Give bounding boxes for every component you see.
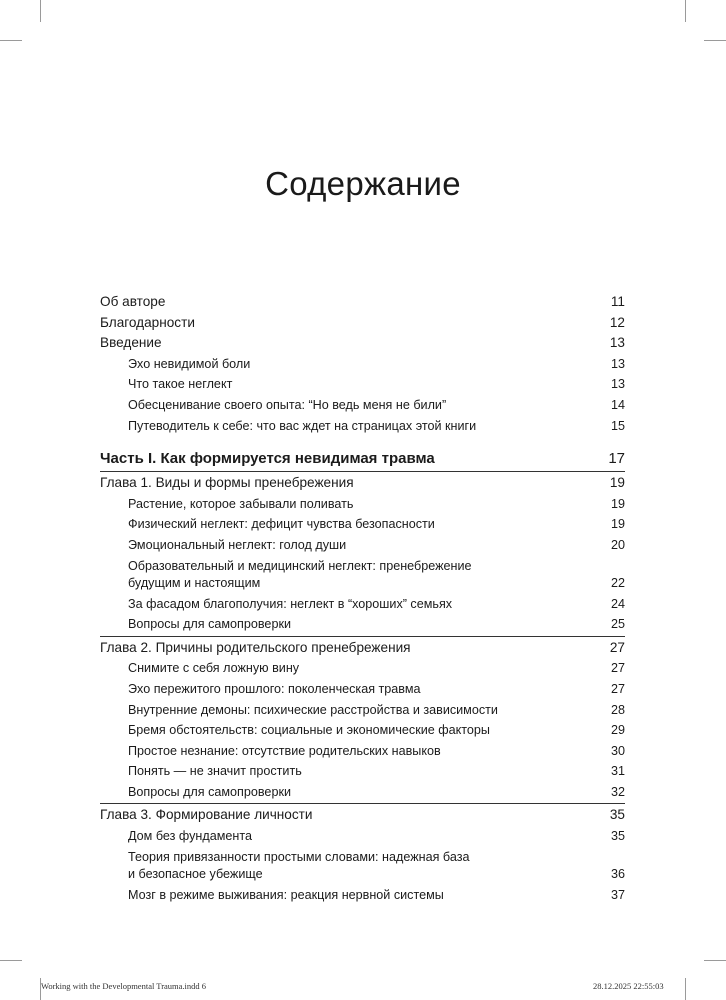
toc-entry-title: Внутренние демоны: психические расстройства и зависимости (128, 702, 498, 717)
divider (100, 803, 625, 804)
toc-entry-page: 24 (610, 596, 625, 611)
toc-entry-title: Понять — не значит простить (128, 764, 302, 779)
toc-entry-page: 19 (610, 496, 625, 511)
toc-part-title: Часть I. Как формируется невидимая травма (100, 450, 435, 468)
toc-entry-page: 27 (610, 661, 625, 676)
toc-chapter-1[interactable] (100, 473, 625, 494)
toc-subentry[interactable] (100, 720, 625, 741)
toc-entry-title: Простое незнание: отсутствие родительских навыков (128, 743, 441, 758)
toc-entry-page: 27 (609, 639, 625, 655)
toc-subentry[interactable] (100, 679, 625, 700)
toc-entry-page: 35 (609, 807, 625, 823)
toc-entry-title: За фасадом благополучия: неглект в “хороших” семьях (128, 596, 453, 611)
toc-subentry[interactable] (100, 826, 625, 847)
toc-entry-page: 22 (610, 575, 625, 590)
toc-entry-page: 27 (610, 681, 625, 696)
toc-subentry[interactable] (100, 847, 625, 885)
toc-entry-title: Об авторе (100, 294, 166, 309)
toc-chapter-title: Глава 1. Виды и формы пренебрежения (100, 475, 354, 491)
toc-entry-page: 28 (610, 702, 625, 717)
toc-chapter-title: Глава 2. Причины родительского пренебрежения (100, 639, 411, 655)
toc-subentry[interactable] (100, 741, 625, 762)
print-slug-timestamp: 28.12.2025 22:55:03 (593, 981, 664, 991)
toc-part-1[interactable] (100, 448, 625, 470)
toc-subentry[interactable] (100, 514, 625, 535)
toc-entry-about-author[interactable] (100, 292, 625, 313)
toc-subentry[interactable] (100, 761, 625, 782)
toc-entry-title: Введение (100, 335, 162, 351)
toc-entry-page: 37 (610, 887, 625, 902)
toc-entry-title: Физический неглект: дефицит чувства безопасности (128, 517, 435, 532)
toc-entry-page: 36 (610, 866, 625, 881)
toc-entry-title: Растение, которое забывали поливать (128, 496, 354, 511)
toc-entry-title: Эхо невидимой боли (128, 356, 251, 371)
toc-subentry[interactable] (100, 782, 625, 803)
toc-entry-page: 35 (610, 829, 625, 844)
crop-mark (0, 40, 22, 41)
toc-entry-page: 19 (610, 517, 625, 532)
toc-entry-page: 32 (610, 784, 625, 799)
toc-entry-title: Снимите с себя ложную вину (128, 661, 300, 676)
toc-subentry[interactable] (100, 374, 625, 395)
toc-chapter-2[interactable] (100, 638, 625, 659)
toc-entry-page: 14 (610, 397, 625, 412)
toc-entry-page: 15 (610, 418, 625, 433)
toc-subentry[interactable] (100, 556, 625, 594)
toc-chapter-title: Глава 3. Формирование личности (100, 807, 313, 823)
toc-entry-title (100, 558, 585, 592)
crop-mark (685, 978, 686, 1000)
toc-subentry[interactable] (100, 416, 625, 437)
toc-entry-title: Мозг в режиме выживания: реакция нервной системы (128, 887, 444, 902)
crop-mark (0, 960, 22, 961)
toc-entry-title: Путеводитель к себе: что вас ждет на страницах этой книги (128, 418, 477, 433)
toc-entry-page: 17 (608, 450, 625, 468)
toc-entry-page: 20 (610, 537, 625, 552)
toc-entry-page: 29 (610, 723, 625, 738)
toc-entry-title-line: Образовательный и медицинский неглект: пренебрежение (128, 558, 472, 573)
toc-entry-page: 13 (610, 377, 625, 392)
toc-subentry[interactable] (100, 594, 625, 615)
toc-entry-page: 25 (610, 617, 625, 632)
toc-subentry[interactable] (100, 535, 625, 556)
toc-entry-page: 12 (609, 314, 625, 330)
toc-subentry[interactable] (100, 354, 625, 375)
toc-subentry[interactable] (100, 614, 625, 635)
print-slug-file: Working with the Developmental Trauma.indd 6 (41, 981, 207, 991)
toc-entry-title (100, 849, 585, 883)
toc-chapter-3[interactable] (100, 805, 625, 826)
table-of-contents (100, 292, 625, 905)
toc-entry-title: Что такое неглект (128, 377, 233, 392)
page-title: Содержание (265, 165, 461, 203)
toc-entry-title: Благодарности (100, 314, 195, 330)
toc-entry-title: Эхо пережитого прошлого: поколенческая травма (128, 681, 421, 696)
toc-entry-title-line: и безопасное убежище (128, 866, 263, 881)
toc-subentry[interactable] (100, 885, 625, 906)
crop-mark (685, 0, 686, 22)
toc-entry-title-line: будущим и настоящим (128, 575, 261, 590)
crop-mark (704, 960, 726, 961)
toc-entry-title: Бремя обстоятельств: социальные и экономические факторы (128, 723, 490, 738)
toc-entry-page: 13 (610, 356, 625, 371)
toc-subentry[interactable] (100, 395, 625, 416)
toc-entry-introduction[interactable] (100, 333, 625, 354)
toc-entry-acknowledgements[interactable] (100, 313, 625, 334)
toc-subentry[interactable] (100, 658, 625, 679)
toc-entry-page: 13 (609, 335, 625, 351)
toc-entry-title: Дом без фундамента (128, 829, 252, 844)
toc-entry-title: Обесценивание своего опыта: “Но ведь меня не били” (128, 397, 447, 412)
toc-subentry[interactable] (100, 494, 625, 515)
toc-entry-title: Эмоциональный неглект: голод души (128, 537, 347, 552)
crop-mark (704, 40, 726, 41)
divider (100, 636, 625, 637)
toc-entry-page: 31 (610, 764, 625, 779)
toc-entry-title: Вопросы для самопроверки (128, 784, 291, 799)
toc-subentry[interactable] (100, 700, 625, 721)
crop-mark (40, 0, 41, 22)
toc-entry-title-line: Теория привязанности простыми словами: надежная база (128, 849, 470, 864)
toc-entry-page: 11 (610, 294, 625, 309)
toc-entry-page: 30 (610, 743, 625, 758)
toc-entry-page: 19 (609, 475, 625, 491)
divider (100, 471, 625, 472)
toc-entry-title: Вопросы для самопроверки (128, 617, 291, 632)
